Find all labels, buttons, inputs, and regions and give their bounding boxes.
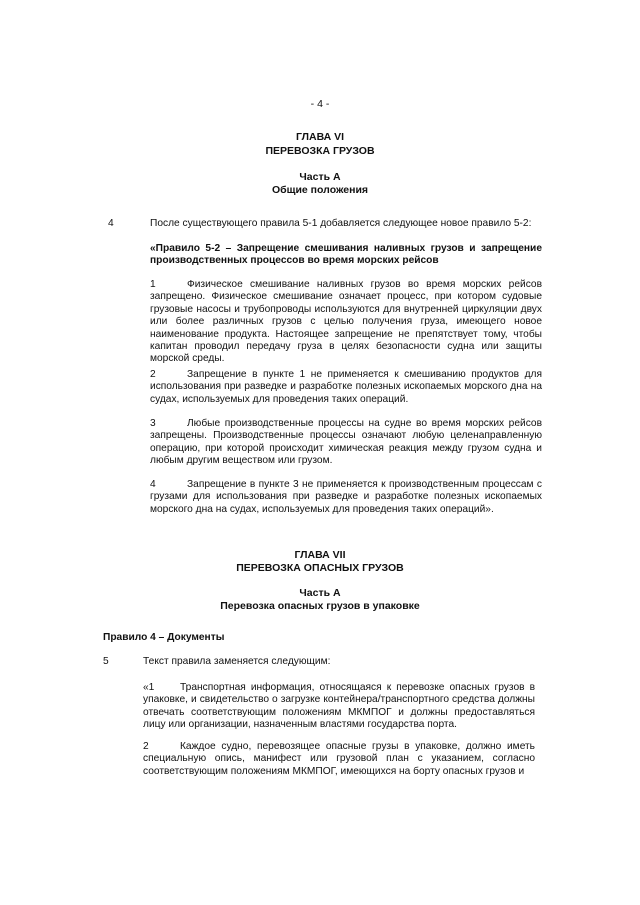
item4-para1-number: 1 xyxy=(150,279,156,290)
chapter6-part: Часть A xyxy=(299,171,341,183)
item4-para3-number: 3 xyxy=(150,418,156,429)
item4-para3: Любые производственные процессы на судне во время морских рейсов запрещены. Производственные процессы означают любую целенаправленную операцию, при которой происходит химическая реакция между грузом судна и любым другим веществом или грузом. xyxy=(150,418,542,467)
item4-para4: Запрещение в пункте 3 не применяется к производственным процессам с грузами для использования при разведке и разработке полезных ископаемых морского дна на судах, используемых для проведения таких операций». xyxy=(150,479,542,515)
item5-number: 5 xyxy=(103,656,109,667)
item4-para1: Физическое смешивание наливных грузов во время морских рейсов запрещено. Физическое смешивание означает процесс, при котором судовые грузовые насосы и трубопроводы используются для внутренней циркуляции двух или более различных грузов с целью получения груза, имеющего новое наименование продукта. Настоящее запрещение не препятствует тому, чтобы капитан проводил передачу груза в целях безопасности судна или защиты морской среды. xyxy=(150,279,542,365)
chapter7-title: ГЛАВА VII xyxy=(294,549,346,561)
chapter6-part-title: Общие положения xyxy=(271,184,369,196)
item5-intro: Текст правила заменяется следующим: xyxy=(143,656,331,667)
chapter7-subtitle: ПЕРЕВОЗКА ОПАСНЫХ ГРУЗОВ xyxy=(236,562,404,574)
page-number: - 4 - xyxy=(310,98,330,110)
item4-para2: Запрещение в пункте 1 не применяется к смешиванию продуктов для использования при разведке и разработке полезных ископаемых морского дна на судах, используемых для проведения таких операций. xyxy=(150,369,542,405)
rule-5-2-heading: «Правило 5-2 – Запрещение смешивания наливных грузов и запрещение производственных процессов во время морских рейсов xyxy=(150,243,542,267)
item4-para4-number: 4 xyxy=(150,479,156,490)
chapter7-part-title: Перевозка опасных грузов в упаковке xyxy=(220,600,420,612)
item5-para1: Транспортная информация, относящаяся к перевозке опасных грузов в упаковке, и свидетельство о загрузке контейнера/транспортного средства должны отвечать соответствующим положениям МКМПОГ и должны предоставляться лицу или организации, назначенным властями государства порта. xyxy=(143,682,535,731)
chapter6-title: ГЛАВА VI xyxy=(295,131,345,143)
item4-number: 4 xyxy=(108,218,114,229)
item5-para2-number: 2 xyxy=(143,741,149,752)
chapter7-part: Часть A xyxy=(299,587,341,599)
item5-para1-number: «1 xyxy=(143,682,155,693)
rule4-heading: Правило 4 – Документы xyxy=(103,632,225,643)
item4-intro: После существующего правила 5-1 добавляется следующее новое правило 5-2: xyxy=(150,218,532,229)
item4-para2-number: 2 xyxy=(150,369,156,380)
chapter6-subtitle: ПЕРЕВОЗКА ГРУЗОВ xyxy=(265,145,375,157)
item5-para2: Каждое судно, перевозящее опасные грузы в упаковке, должно иметь специальную опись, манифест или грузовой план с указанием, согласно соответствующим положениям МКМПОГ, имеющихся на борту опасных грузов и xyxy=(143,741,535,777)
